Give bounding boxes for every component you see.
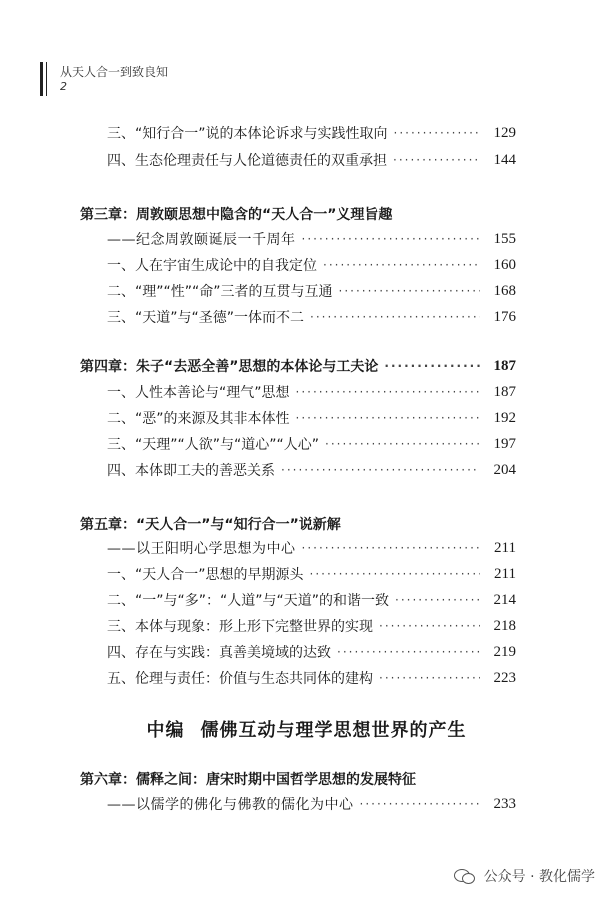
toc-entry-label: 第四章：朱子“去恶全善”思想的本体论与工夫论 bbox=[80, 359, 379, 375]
header-rule-thin bbox=[46, 62, 47, 96]
toc-entry[interactable] bbox=[0, 254, 613, 276]
leader-dots bbox=[302, 541, 481, 555]
watermark-text: 公众号 · 教化儒学 bbox=[483, 869, 595, 885]
toc-page-number: 211 bbox=[494, 539, 516, 556]
leader-dots bbox=[296, 385, 480, 399]
leader-dots bbox=[337, 645, 480, 659]
toc-page-number: 187 bbox=[493, 383, 516, 400]
toc-entry-label: 三、“知行合一”说的本体论诉求与实践性取向 bbox=[107, 126, 388, 142]
part-title[interactable] bbox=[0, 716, 613, 742]
toc-entry[interactable] bbox=[0, 667, 613, 689]
toc-page-number: 176 bbox=[493, 308, 516, 325]
toc-entry-label: ——以王阳明心学思想为中心 bbox=[107, 541, 296, 557]
toc-page-number: 155 bbox=[493, 230, 516, 247]
toc-entry[interactable] bbox=[0, 149, 613, 171]
toc-entry-label: 一、人在宇宙生成论中的自我定位 bbox=[107, 258, 317, 274]
part-heading: 儒佛互动与理学思想世界的产生 bbox=[200, 720, 467, 741]
toc-entry[interactable] bbox=[0, 381, 613, 403]
toc-page-number: 129 bbox=[493, 124, 516, 141]
toc-page-number: 187 bbox=[493, 357, 516, 374]
leader-dots bbox=[325, 437, 480, 451]
toc-page-number: 211 bbox=[494, 565, 516, 582]
leader-dots bbox=[310, 567, 480, 581]
toc-page-number: 218 bbox=[493, 617, 516, 634]
leader-dots bbox=[379, 671, 480, 685]
toc-entry-label: 二、“一”与“多”：“人道”与“天道”的和谐一致 bbox=[107, 593, 390, 609]
running-head: 从天人合一到致良知 bbox=[60, 65, 169, 79]
wechat-icon bbox=[454, 867, 476, 885]
toc-page-number: 204 bbox=[493, 461, 516, 478]
toc-page-number: 168 bbox=[493, 282, 516, 299]
toc-entry-label: 二、“恶”的来源及其非本体性 bbox=[107, 411, 290, 427]
toc-entry[interactable] bbox=[0, 280, 613, 302]
toc-entry[interactable] bbox=[0, 641, 613, 663]
toc-entry-label: 二、“理”“性”“命”三者的互贯与互通 bbox=[107, 284, 333, 300]
toc-entry[interactable] bbox=[0, 306, 613, 328]
leader-dots bbox=[395, 593, 480, 607]
leader-dots bbox=[393, 153, 480, 167]
toc-entry[interactable] bbox=[0, 407, 613, 429]
toc-entry-label: 三、“天道”与“圣德”一体而不二 bbox=[107, 310, 305, 326]
chapter-title-5[interactable]: 第五章：“天人合一”与“知行合一”说新解 bbox=[80, 517, 341, 533]
toc-entry[interactable] bbox=[0, 563, 613, 585]
toc-entry[interactable] bbox=[0, 228, 613, 250]
toc-page-number: 197 bbox=[493, 435, 516, 452]
toc-page-number: 192 bbox=[493, 409, 516, 426]
page-number: 2 bbox=[60, 80, 67, 93]
leader-dots bbox=[339, 284, 480, 298]
toc-entry[interactable] bbox=[0, 793, 613, 815]
chapter-title-3[interactable]: 第三章：周敦颐思想中隐含的“天人合一”义理旨趣 bbox=[80, 207, 393, 223]
toc-entry-label: 五、伦理与责任：价值与生态共同体的建构 bbox=[107, 671, 373, 687]
chapter-entry-4[interactable] bbox=[0, 355, 613, 377]
toc-entry-label: ——纪念周敦颐诞辰一千周年 bbox=[107, 232, 296, 248]
leader-dots bbox=[281, 463, 480, 477]
toc-entry[interactable] bbox=[0, 537, 613, 559]
leader-dots bbox=[384, 359, 480, 373]
toc-entry-label: ——以儒学的佛化与佛教的儒化为中心 bbox=[107, 797, 354, 813]
toc-entry[interactable] bbox=[0, 615, 613, 637]
toc-entry-label: 四、存在与实践：真善美境域的达致 bbox=[107, 645, 331, 661]
watermark bbox=[454, 866, 595, 886]
leader-dots bbox=[302, 232, 481, 246]
toc-page-number: 233 bbox=[493, 795, 516, 812]
toc-entry-label: 一、人性本善论与“理气”思想 bbox=[107, 385, 290, 401]
toc-page-number: 223 bbox=[493, 669, 516, 686]
toc-entry-label: 三、“天理”“人欲”与“道心”“人心” bbox=[107, 437, 320, 453]
toc-entry-label: 三、本体与现象：形上形下完整世界的实现 bbox=[107, 619, 373, 635]
leader-dots bbox=[296, 411, 480, 425]
toc-entry[interactable] bbox=[0, 122, 613, 144]
header-rule-thick bbox=[40, 62, 43, 96]
toc-entry-label: 四、本体即工夫的善恶关系 bbox=[107, 463, 275, 479]
chapter-title-6[interactable]: 第六章：儒释之间：唐宋时期中国哲学思想的发展特征 bbox=[80, 772, 416, 788]
part-name: 中编 bbox=[146, 720, 185, 741]
leader-dots bbox=[323, 258, 480, 272]
toc-entry-label: 四、生态伦理责任与人伦道德责任的双重承担 bbox=[107, 153, 387, 169]
toc-page-number: 160 bbox=[493, 256, 516, 273]
toc-page-number: 219 bbox=[493, 643, 516, 660]
leader-dots bbox=[394, 126, 480, 140]
leader-dots bbox=[310, 310, 480, 324]
toc-entry[interactable] bbox=[0, 459, 613, 481]
toc-page-number: 214 bbox=[493, 591, 516, 608]
leader-dots bbox=[360, 797, 481, 811]
toc-page-number: 144 bbox=[493, 151, 516, 168]
toc-entry[interactable] bbox=[0, 589, 613, 611]
toc-entry[interactable] bbox=[0, 433, 613, 455]
toc-entry-label: 一、“天人合一”思想的早期源头 bbox=[107, 567, 304, 583]
leader-dots bbox=[379, 619, 480, 633]
